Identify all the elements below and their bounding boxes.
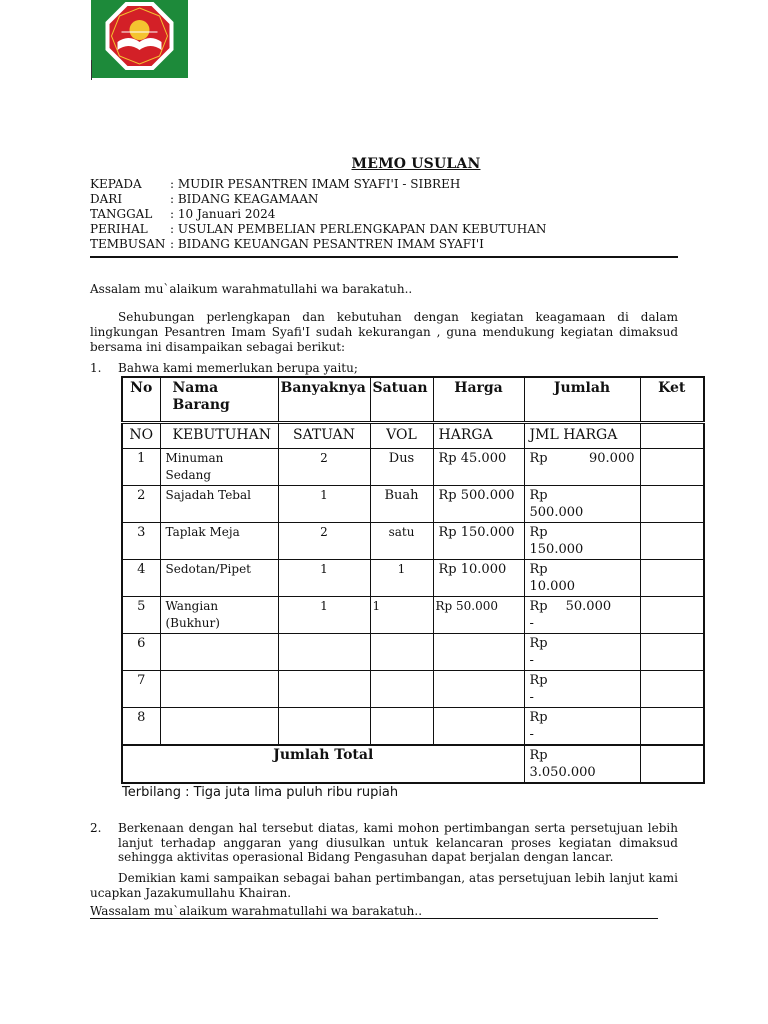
header-key: DARI	[90, 192, 123, 206]
cell-amount	[524, 671, 640, 708]
header-date	[90, 207, 275, 222]
cell-name: Sajadah Tebal	[160, 486, 278, 523]
cell-price	[433, 634, 524, 671]
header-key: TEMBUSAN	[90, 237, 166, 251]
cell-no: 3	[122, 523, 160, 560]
cell-amount	[524, 708, 640, 746]
col-subheader: NO	[122, 422, 160, 448]
cell-no: 8	[122, 708, 160, 746]
table-row	[122, 449, 704, 486]
cell-amount-dash: -	[529, 616, 534, 631]
col-subheader	[640, 422, 704, 448]
col-header: Banyaknya	[278, 377, 370, 422]
table-row	[122, 597, 704, 634]
header-value: : BIDANG KEUANGAN PESANTREN IMAM SYAFI'I	[170, 237, 484, 251]
header-value: : USULAN PEMBELIAN PERLENGKAPAN DAN KEBUTUHAN	[170, 222, 547, 236]
cell-amount-dash: -	[529, 690, 534, 705]
cell-amount	[524, 523, 640, 560]
col-subheader: HARGA	[433, 422, 524, 448]
cell-amount-rp: Rp	[529, 673, 548, 688]
cell-amount-value: 10.000	[529, 579, 575, 594]
cell-amount	[524, 449, 640, 486]
cell-note	[640, 523, 704, 560]
total-value: 3.050.000	[529, 765, 596, 780]
col-subheader: VOL	[370, 422, 433, 448]
intro-paragraph: Sehubungan perlengkapan dan kebutuhan dengan kegiatan keagamaan di dalam lingkungan Pesantren Imam Syafi'I sudah kekurangan , guna mendukung kegiatan dimaksud bersama ini disampaikan sebagai berikut:	[90, 310, 678, 354]
pesantren-logo	[91, 0, 188, 78]
cell-unit	[370, 671, 433, 708]
cell-price: Rp 45.000	[433, 449, 524, 486]
table-header-row	[122, 377, 704, 422]
col-header: Ket	[640, 377, 704, 422]
cell-amount	[524, 486, 640, 523]
cell-amount-rp: Rp	[529, 562, 548, 577]
footer-rule	[90, 918, 658, 919]
header-rule	[90, 256, 678, 258]
cell-name: Taplak Meja	[160, 523, 278, 560]
cell-no: 1	[122, 449, 160, 486]
cell-amount-value: 50.000	[565, 599, 612, 614]
items-table	[121, 376, 705, 784]
header-cc	[90, 237, 484, 252]
cell-amount-value: 90.000	[589, 451, 635, 466]
cell-qty: 1	[278, 597, 370, 634]
cell-amount-rp: Rp	[529, 599, 548, 614]
point-2-number: 2.	[90, 821, 102, 835]
cell-qty: 2	[278, 449, 370, 486]
table-row	[122, 708, 704, 746]
col-subheader: SATUAN	[278, 422, 370, 448]
cell-name: Minuman Sedang	[160, 449, 278, 486]
closing-paragraph: Demikian kami sampaikan sebagai bahan pertimbangan, atas persetujuan lebih lanjut kami ucapkan Jazakumullahu Khairan.	[90, 871, 678, 900]
header-subject	[90, 222, 546, 237]
cell-note	[640, 560, 704, 597]
cell-note	[640, 486, 704, 523]
cell-amount	[524, 597, 640, 634]
cell-amount	[524, 634, 640, 671]
header-value: : MUDIR PESANTREN IMAM SYAFI'I - SIBREH	[170, 177, 461, 191]
header-value: : 10 Januari 2024	[170, 207, 276, 221]
cell-name	[160, 671, 278, 708]
header-key: KEPADA	[90, 177, 142, 191]
cell-qty: 1	[278, 560, 370, 597]
header-key: TANGGAL	[90, 207, 153, 221]
header-key: PERIHAL	[90, 222, 148, 236]
cell-no: 2	[122, 486, 160, 523]
cell-no: 6	[122, 634, 160, 671]
memo-title: MEMO USULAN	[351, 156, 481, 172]
cell-no: 4	[122, 560, 160, 597]
point-1-number: 1.	[90, 361, 102, 375]
cell-unit: satu	[370, 523, 433, 560]
cell-unit	[370, 708, 433, 746]
cell-qty	[278, 671, 370, 708]
cell-unit: Dus	[370, 449, 433, 486]
cell-price: Rp 10.000	[433, 560, 524, 597]
total-amount	[524, 745, 640, 783]
cell-unit: Buah	[370, 486, 433, 523]
cell-note	[640, 634, 704, 671]
cell-price	[433, 708, 524, 746]
point-1-text: Bahwa kami memerlukan berupa yaitu;	[118, 361, 358, 375]
cell-price: Rp 500.000	[433, 486, 524, 523]
cell-name	[160, 634, 278, 671]
cell-amount-rp: Rp	[529, 525, 548, 540]
col-header: Jumlah	[524, 377, 640, 422]
cell-qty	[278, 634, 370, 671]
cell-amount-dash: -	[529, 727, 534, 742]
amount-in-words: Terbilang : Tiga juta lima puluh ribu rupiah	[122, 785, 399, 800]
cell-amount-value: 150.000	[529, 542, 584, 557]
cell-amount-dash: -	[529, 653, 534, 668]
col-subheader: JML HARGA	[524, 422, 640, 448]
table-row	[122, 486, 704, 523]
cell-amount-rp: Rp	[529, 488, 548, 503]
greeting: Assalam mu`alaikum warahmatullahi wa barakatuh..	[90, 282, 413, 296]
table-row	[122, 634, 704, 671]
cell-price: Rp 150.000	[433, 523, 524, 560]
col-subheader: KEBUTUHAN	[160, 422, 278, 448]
col-header: Harga	[433, 377, 524, 422]
cell-unit: 1	[370, 560, 433, 597]
table-row	[122, 671, 704, 708]
cell-name: Sedotan/Pipet	[160, 560, 278, 597]
cell-note	[640, 671, 704, 708]
header-to	[90, 177, 460, 192]
cell-amount-rp: Rp	[529, 710, 548, 725]
farewell: Wassalam mu`alaikum warahmatullahi wa barakatuh..	[90, 904, 423, 918]
header-value: : BIDANG KEAGAMAAN	[170, 192, 319, 206]
cell-qty	[278, 708, 370, 746]
cell-amount	[524, 560, 640, 597]
cell-price: Rp 50.000	[433, 597, 524, 634]
cell-amount-rp: Rp	[529, 451, 548, 466]
table-subheader-row	[122, 422, 704, 448]
total-rp: Rp	[529, 748, 548, 763]
logo-divider	[91, 60, 92, 80]
cell-unit	[370, 634, 433, 671]
cell-no: 5	[122, 597, 160, 634]
cell-note	[640, 708, 704, 746]
col-header: Satuan	[370, 377, 433, 422]
table-row	[122, 523, 704, 560]
cell-qty: 1	[278, 486, 370, 523]
cell-amount-rp: Rp	[529, 636, 548, 651]
cell-name	[160, 708, 278, 746]
header-from	[90, 192, 318, 207]
table-total-row	[122, 745, 704, 783]
cell-name: Wangian (Bukhur)	[160, 597, 278, 634]
cell-note	[640, 597, 704, 634]
cell-no: 7	[122, 671, 160, 708]
col-header: Nama Barang	[160, 377, 278, 422]
total-label: Jumlah Total	[122, 745, 524, 783]
cell-qty: 2	[278, 523, 370, 560]
total-note	[640, 745, 704, 783]
table-row	[122, 560, 704, 597]
cell-price	[433, 671, 524, 708]
point-2-text: Berkenaan dengan hal tersebut diatas, kami mohon pertimbangan serta persetujuan lebih lanjut terhadap anggaran yang diusulkan untuk kelancaran proses kegiatan dimaksud sehingga aktivitas operasional Bidang Pengasuhan dapat berjalan dengan lancar.	[118, 821, 678, 864]
cell-unit: 1	[370, 597, 433, 634]
cell-note	[640, 449, 704, 486]
col-header: No	[122, 377, 160, 422]
cell-amount-value: 500.000	[529, 505, 584, 520]
